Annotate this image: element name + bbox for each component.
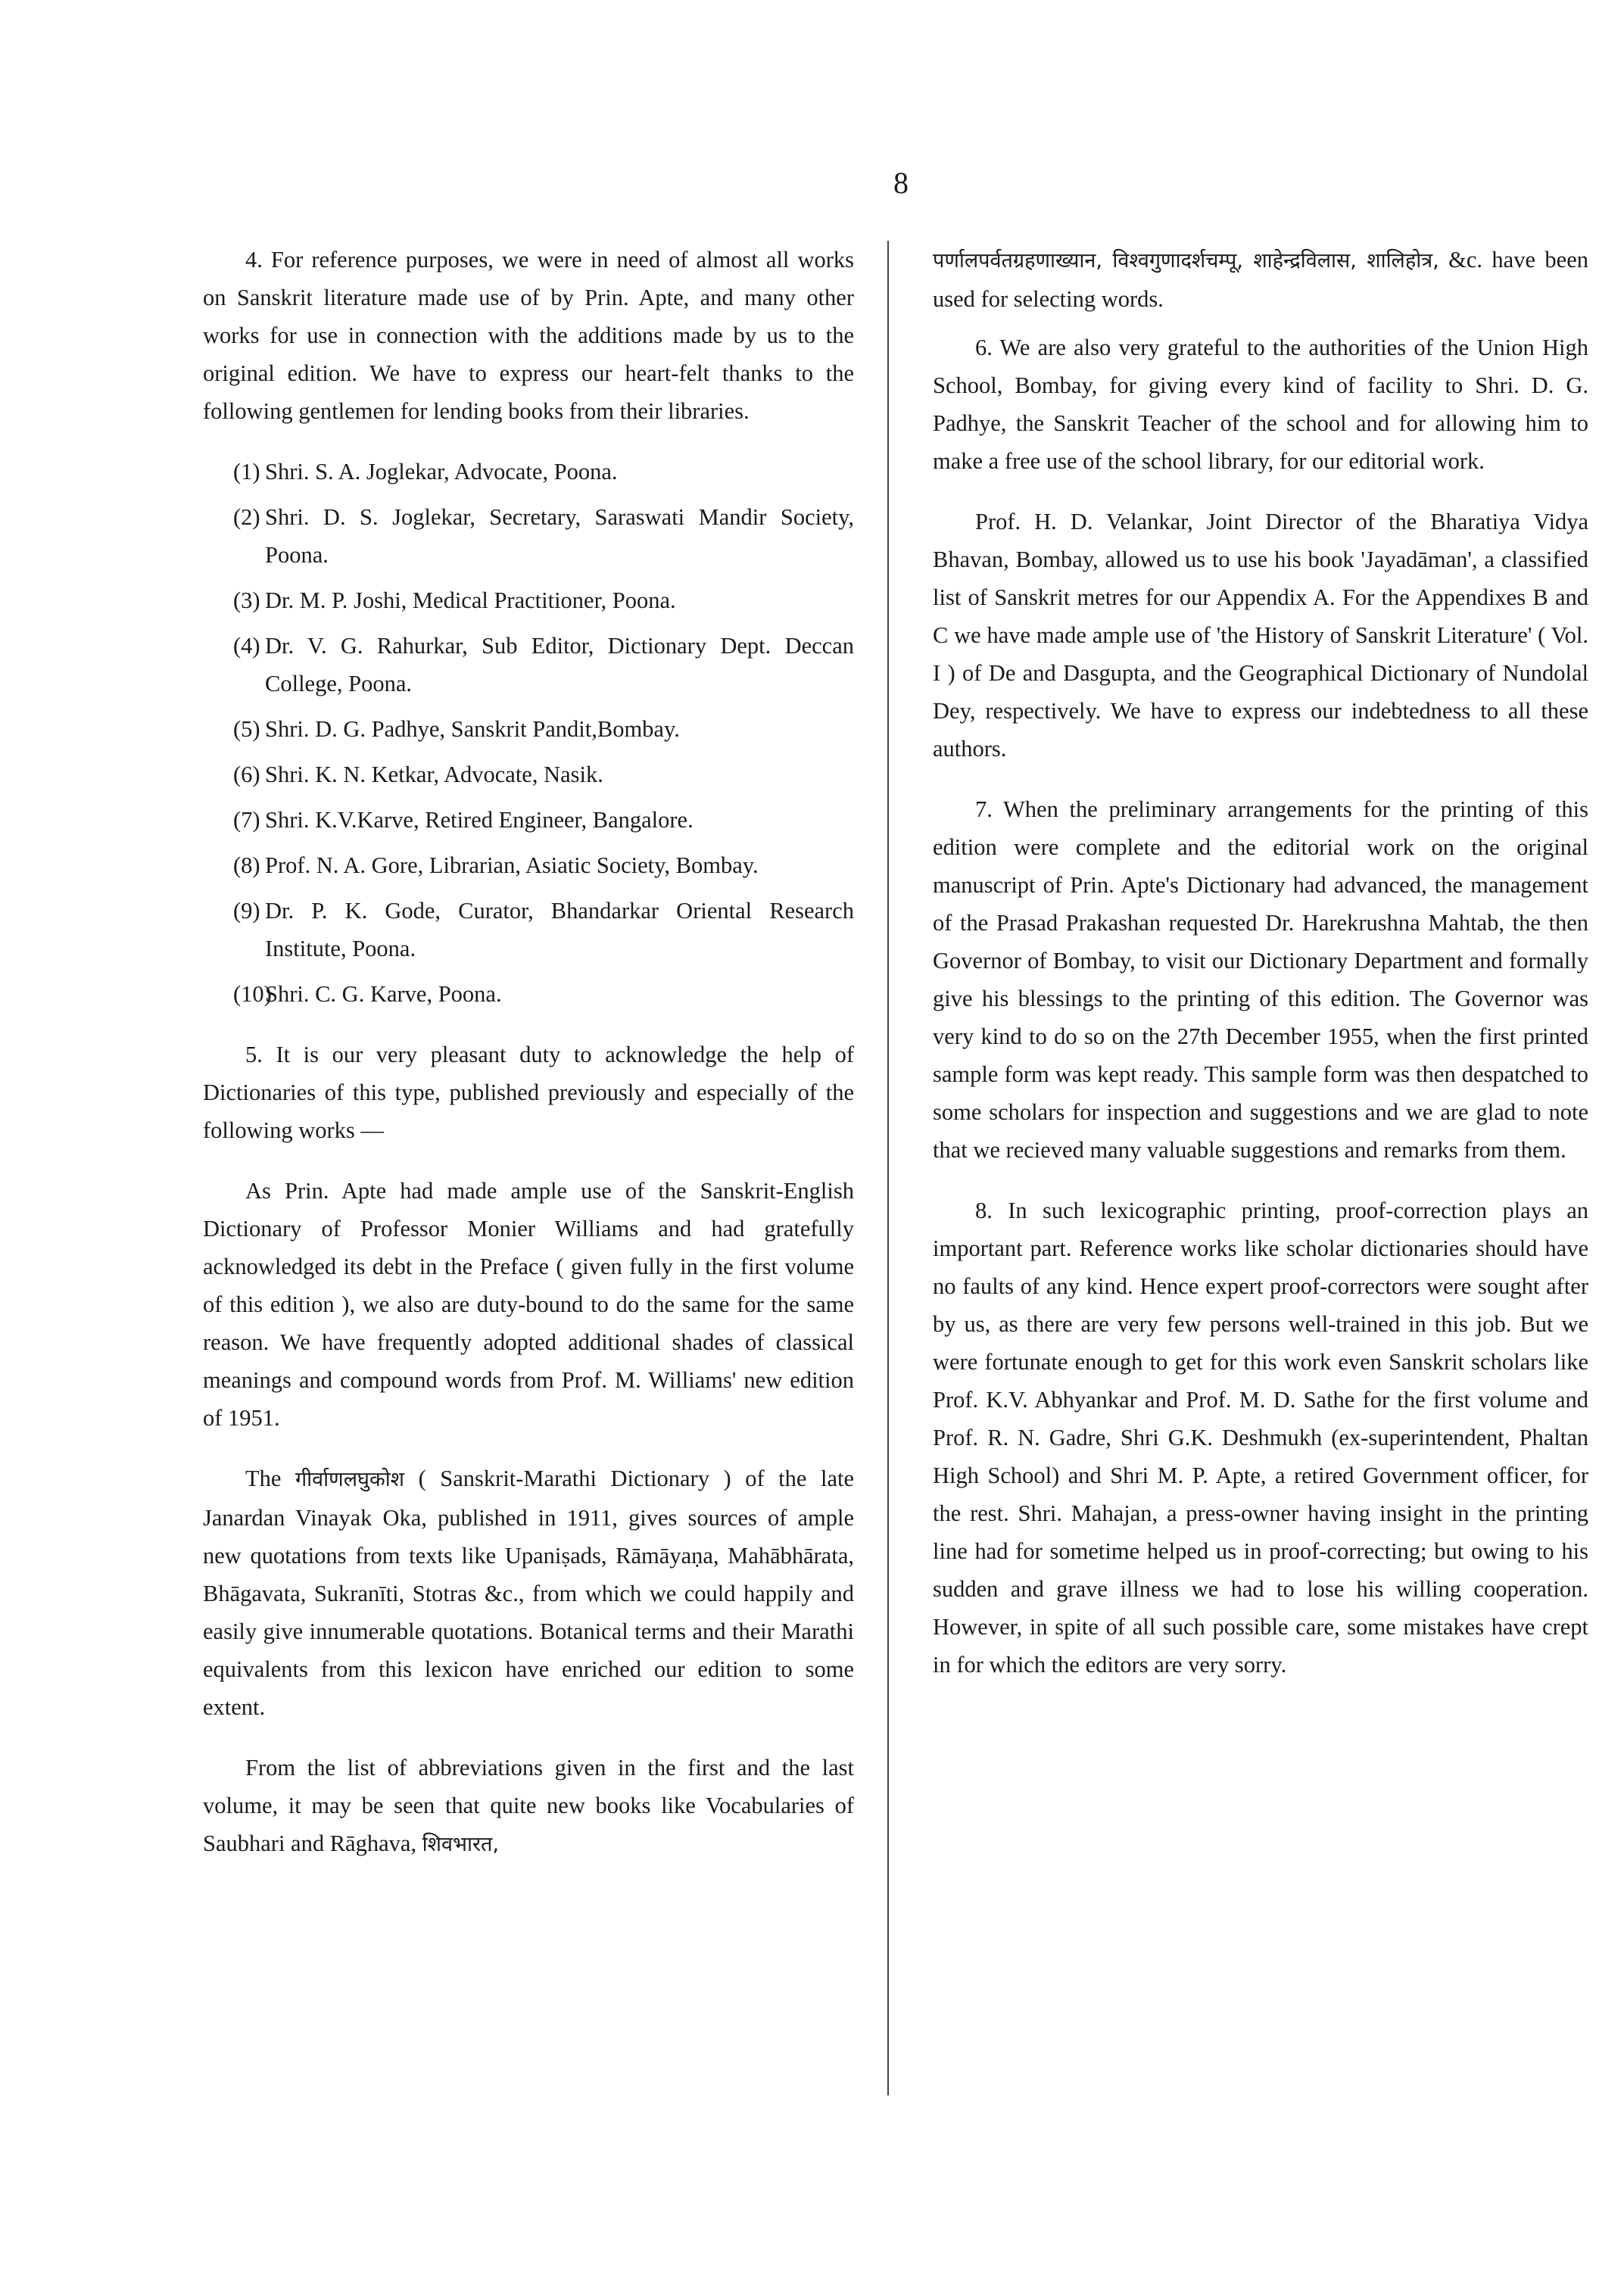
paragraph-8: 8. In such lexicographic printing, proof-correction plays an important part. Reference works like scholar dictionaries should have no faults of any kind. Hence expert proof-correctors were sought after by us, as there are very few persons well-trained in this job. But we were fortunate enough to get for this work even Sanskrit scholars like Prof. K.V. Abhyankar and Prof. M. D. Sathe for the first volume and Prof. R. N. Gadre, Shri G.K. Deshmukh (ex-superintendent, Phaltan High School) and Shri M. P. Apte, a retired Government officer, for the rest. Shri. Mahajan, a press-owner having insight in the printing line had for sometime helped us in proof-correcting; but owing to his sudden and grave illness we had to lose his willing cooperation. However, in spite of all such possible care, some mistakes have crept in for which the editors are very sorry. [933,1198,1588,1678]
list-item-number: (9) [233,898,260,924]
lenders-list [203,453,854,1013]
giravana-text-start: The [245,1466,282,1491]
paragraph-monier-williams: As Prin. Apte had made ample use of the Sanskrit-English Dictionary of Professor Monier Williams and had gratefully acknowledged its debt in the Preface ( given fully in the first volume of this edition ), we also are duty-bound to do the same for the same reason. We have frequently adopted additional shades of classical meanings and compound words from Prof. M. Williams' new edition of 1951. [203,1178,854,1431]
list-item-number: (1) [233,459,260,484]
paragraph-5: 5. It is our very pleasant duty to acknowledge the help of Dictionaries of this type, published previously and especially of the following works — [203,1042,854,1143]
left-column [203,241,854,1864]
list-item [203,627,854,703]
list-item-text: Dr. M. P. Joshi, Medical Practitioner, Poona. [265,587,676,613]
list-item [203,498,854,574]
list-item-number: (2) [233,504,260,530]
paragraph-continuation [933,241,1588,318]
list-item-text: Shri. C. G. Karve, Poona. [265,981,502,1007]
list-item-number: (6) [233,762,260,787]
list-item [203,581,854,619]
right-column [933,241,1588,1684]
list-item-number: (3) [233,587,260,613]
abbreviations-devanagari: शिवभारत, [422,1833,500,1856]
list-item [203,453,854,491]
abbreviations-text: From the list of abbreviations given in the first and the last volume, it may be seen that quite new books like Vocabularies of Saubhari and Rāghava, [203,1755,854,1856]
list-item-number: (7) [233,807,260,833]
list-item [203,846,854,884]
list-item-number: (4) [233,633,260,659]
list-item [203,801,854,839]
list-item-text: Dr. P. K. Gode, Curator, Bhandarkar Oriental Research Institute, Poona. [265,898,854,961]
continuation-text: &c. have been used for selecting words. [933,247,1588,312]
list-item-number: (10) [233,981,272,1007]
list-item-text: Shri. D. G. Padhye, Sanskrit Pandit,Bombay. [265,716,680,742]
column-divider [887,241,889,2095]
list-item-text: Shri. S. A. Joglekar, Advocate, Poona. [265,459,618,484]
list-item-text: Shri. D. S. Joglekar, Secretary, Saraswati Mandir Society, Poona. [265,504,854,568]
list-item [203,892,854,967]
continuation-devanagari: पर्णालपर्वतग्रहणाख्यान, विश्वगुणादर्शचम्पू, शाहेन्द्रविलास, शालिहोत्र, [933,249,1439,273]
giravana-devanagari-title: गीर्वाणलघुकोश [295,1468,405,1491]
list-item [203,710,854,748]
paragraph-7: 7. When the preliminary arrangements for the printing of this edition were complete and the editorial work on the original manuscript of Prin. Apte's Dictionary had advanced, the management of the Prasad Prakashan requested Dr. Harekrushna Mahtab, the then Governor of Bombay, to visit our Dictionary Department and formally give his blessings to the printing of this edition. The Governor was very kind to do so on the 27th December 1955, when the first printed sample form was kept ready. This sample form was then despatched to some scholars for inspection and suggestions and we are glad to note that we recieved many valuable suggestions and remarks from them. [933,796,1588,1163]
paragraph-6: 6. We are also very grateful to the authorities of the Union High School, Bombay, for giving every kind of facility to Shri. D. G. Padhye, the Sanskrit Teacher of the school and for allowing him to make a free use of the school library, for our editorial work. [933,335,1588,474]
giravana-text-rest: ( Sanskrit-Marathi Dictionary ) of the late Janardan Vinayak Oka, published in 1911, gives sources of ample new quotations from texts like Upaniṣads, Rāmāyaṇa, Mahābhārata, Bhāgavata, Sukranīti, Stotras &c., from which we could happily and easily give innumerable quotations. Botanical terms and their Marathi equivalents from this lexicon have enriched our edition to some extent. [203,1466,854,1720]
paragraph-giravana-laghukosha [203,1460,854,1726]
list-item-text: Prof. N. A. Gore, Librarian, Asiatic Society, Bombay. [265,852,759,878]
paragraph-4: 4. For reference purposes, we were in need of almost all works on Sanskrit literature made use of by Prin. Apte, and many other works for use in connection with the additions made by us to the original edition. We have to express our heart-felt thanks to the following gentlemen for lending books from their libraries. [203,247,854,424]
list-item [203,756,854,793]
list-item-number: (8) [233,852,260,878]
paragraph-velankar: Prof. H. D. Velankar, Joint Director of the Bharatiya Vidya Bhavan, Bombay, allowed us to use his book 'Jayadāman', a classified list of Sanskrit metres for our Appendix A. For the Appendixes B and C we have made ample use of 'the History of Sanskrit Literature' ( Vol. I ) of De and Dasgupta, and the Geographical Dictionary of Nundolal Dey, respectively. We have to express our indebtedness to all these authors. [933,509,1588,762]
list-item-number: (5) [233,716,260,742]
page-number: 8 [893,166,909,200]
list-item [203,975,854,1013]
paragraph-abbreviations [203,1749,854,1864]
list-item-text: Shri. K.V.Karve, Retired Engineer, Bangalore. [265,807,694,833]
list-item-text: Shri. K. N. Ketkar, Advocate, Nasik. [265,762,603,787]
list-item-text: Dr. V. G. Rahurkar, Sub Editor, Dictionary Dept. Deccan College, Poona. [265,633,854,696]
